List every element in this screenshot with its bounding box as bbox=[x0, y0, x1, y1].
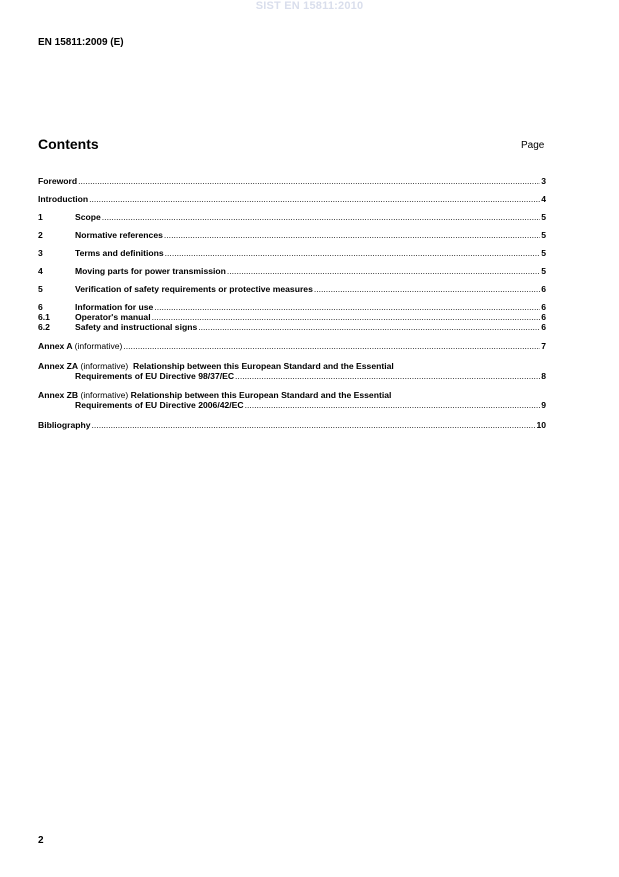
toc-entry-page: 3 bbox=[541, 176, 546, 186]
toc-entry-title: Verification of safety requirements or protective measures bbox=[75, 284, 313, 294]
toc-entry-terms-definitions[interactable] bbox=[38, 248, 546, 258]
annex-title-line2: Requirements of EU Directive 98/37/EC bbox=[75, 371, 235, 381]
toc-entry-title: Information for use bbox=[75, 302, 154, 312]
toc-entry-number: 4 bbox=[38, 266, 43, 276]
toc-entry-page: 4 bbox=[541, 194, 546, 204]
dot-leader bbox=[165, 248, 541, 258]
annex-label: Annex A bbox=[38, 341, 73, 351]
toc-entry-title: Operator's manual bbox=[75, 312, 151, 322]
toc-entry-information-for-use[interactable] bbox=[38, 302, 546, 312]
dot-leader bbox=[154, 302, 540, 312]
toc-entry-page: 8 bbox=[541, 371, 546, 381]
annex-zb-first-line bbox=[38, 390, 391, 400]
toc-entry-bibliography[interactable] bbox=[38, 420, 546, 430]
annex-note: (informative) bbox=[80, 390, 129, 400]
toc-entry-moving-parts[interactable] bbox=[38, 266, 546, 276]
dot-leader bbox=[227, 266, 540, 276]
toc-entry-number: 2 bbox=[38, 230, 43, 240]
toc-entry-scope[interactable] bbox=[38, 212, 546, 222]
dot-leader bbox=[123, 341, 540, 351]
toc-entry-number: 6.1 bbox=[38, 312, 50, 322]
annex-label: Annex ZB bbox=[38, 390, 79, 400]
annex-label: Annex ZA bbox=[38, 361, 79, 371]
toc-entry-title: Terms and definitions bbox=[75, 248, 164, 258]
toc-entry-title: Bibliography bbox=[38, 420, 91, 430]
toc-entry-verification[interactable] bbox=[38, 284, 546, 294]
toc-entry-page: 6 bbox=[541, 312, 546, 322]
toc-entry-number: 5 bbox=[38, 284, 43, 294]
toc-entry-introduction[interactable] bbox=[38, 194, 546, 204]
annex-za-first-line bbox=[38, 361, 394, 371]
toc-entry-page: 7 bbox=[541, 341, 546, 351]
toc-entry-title: Normative references bbox=[75, 230, 163, 240]
toc-entry-title: Safety and instructional signs bbox=[75, 322, 198, 332]
toc-entry-annex-a[interactable] bbox=[38, 341, 546, 351]
annex-title-line1: Relationship between this European Standard and the Essential bbox=[130, 390, 392, 400]
annex-title-line1: Relationship between this European Standard and the Essential bbox=[133, 361, 394, 371]
page-column-label: Page bbox=[521, 140, 545, 151]
dot-leader bbox=[92, 420, 536, 430]
dot-leader bbox=[89, 194, 540, 204]
annex-zb-second-line bbox=[75, 400, 546, 410]
toc-entry-page: 5 bbox=[541, 248, 546, 258]
page-number: 2 bbox=[38, 835, 44, 846]
toc-entry-operators-manual[interactable] bbox=[38, 312, 546, 322]
toc-entry-page: 5 bbox=[541, 230, 546, 240]
annex-note: (informative) bbox=[80, 361, 129, 371]
watermark: SIST EN 15811:2010 bbox=[255, 0, 364, 12]
annex-za-second-line bbox=[75, 371, 546, 381]
toc-entry-normative-references[interactable] bbox=[38, 230, 546, 240]
contents-heading: Contents bbox=[38, 136, 99, 152]
toc-entry-number: 1 bbox=[38, 212, 43, 222]
toc-entry-title: Moving parts for power transmission bbox=[75, 266, 226, 276]
toc-entry-page: 5 bbox=[541, 266, 546, 276]
annex-title-line2: Requirements of EU Directive 2006/42/EC bbox=[75, 400, 244, 410]
dot-leader bbox=[102, 212, 540, 222]
dot-leader bbox=[78, 176, 540, 186]
toc-entry-title: Introduction bbox=[38, 194, 89, 204]
toc-entry-number: 6.2 bbox=[38, 322, 50, 332]
toc-entry-title: Scope bbox=[75, 212, 101, 222]
dot-leader bbox=[314, 284, 540, 294]
toc-entry-foreword[interactable] bbox=[38, 176, 546, 186]
toc-entry-page: 6 bbox=[541, 322, 546, 332]
toc-entry-number: 6 bbox=[38, 302, 43, 312]
annex-note: (informative) bbox=[74, 341, 123, 351]
toc-entry-page: 6 bbox=[541, 302, 546, 312]
toc-entry-title: Foreword bbox=[38, 176, 78, 186]
toc-entry-page: 6 bbox=[541, 284, 546, 294]
dot-leader bbox=[164, 230, 540, 240]
toc-entry-page: 9 bbox=[541, 400, 546, 410]
toc-entry-title bbox=[38, 341, 122, 351]
toc-entry-page: 5 bbox=[541, 212, 546, 222]
dot-leader bbox=[245, 400, 541, 410]
toc-entry-page: 10 bbox=[536, 420, 546, 430]
dot-leader bbox=[235, 371, 540, 381]
toc-entry-number: 3 bbox=[38, 248, 43, 258]
dot-leader bbox=[152, 312, 541, 322]
document-id: EN 15811:2009 (E) bbox=[38, 37, 124, 48]
toc-entry-safety-signs[interactable] bbox=[38, 322, 546, 332]
dot-leader bbox=[198, 322, 540, 332]
